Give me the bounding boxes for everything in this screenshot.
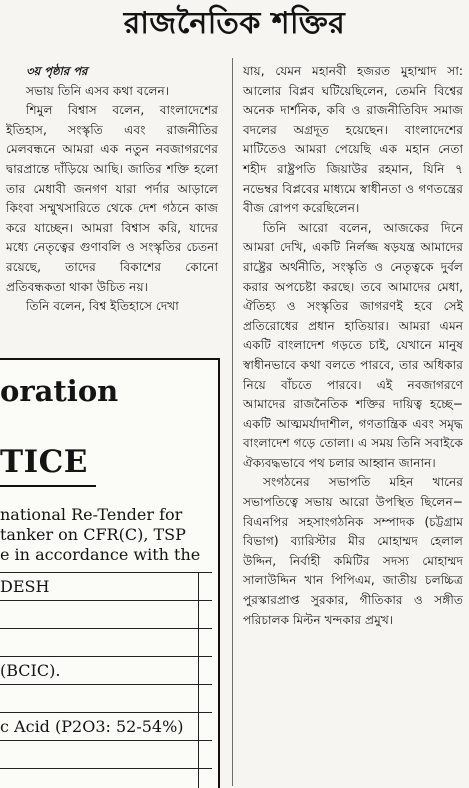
notice-body-line: tanker on CFR(C), TSP — [0, 525, 186, 544]
notice-table-row — [0, 601, 212, 629]
paragraph: সভায় তিনি এসব কথা বলেন। — [26, 83, 170, 98]
notice-table-column-line — [198, 572, 199, 788]
notice-table — [0, 572, 212, 788]
notice-table-row — [0, 685, 212, 713]
notice-table-row: c Acid (P2O3: 52-54%) — [0, 713, 212, 741]
notice-table-row — [0, 769, 212, 788]
notice-table-row — [0, 629, 212, 657]
continued-from-label: ৩য় পৃষ্ঠার পর — [26, 64, 88, 78]
paragraph: শিমুল বিশ্বাস বলেন, বাংলাদেশের ইতিহাস, সংস্কৃতি এবং রাজনীতির মেলবন্ধনে আমরা এক নতুন নবজাগরণের দ্বারপ্রান্তে দাঁড়িয়ে আছি। জাতির শক্তি হলো তার মেধাবী জনগণ যারা পর্দার আড়ালে কিংবা সম্মুখসারিতে থেকে দেশ গঠনে কাজ করে যাচ্ছেন। আমরা বিশ্বাস করি, যাদের মধ্যে নেতৃত্বের গুণাবলি ও সংস্কৃতির চেতনা রয়েছে, তাদের বিকাশের কোনো প্রতিবন্ধকতা থাকা উচিত নয়। — [6, 103, 218, 294]
notice-title: TICE — [0, 444, 88, 480]
notice-table-row: DESH — [0, 573, 212, 601]
notice-table-row: (BCIC). — [0, 657, 212, 685]
paragraph: সংগঠনের সভাপতি মহিন খানের সভাপতিত্বে সভায় আরো উপস্থিত ছিলেন− বিএনপির সহসাংগঠনিক সম্পাদক (চট্টগ্রাম বিভাগ) ব্যারিস্টার মীর মোহাম্মদ হেলাল উদ্দিন, নির্বাহী কমিটির সদস্য মোহাম্মদ সালাউদ্দিন খান পিপিএম, জাতীয় চলচ্চিত্র পুরস্কারপ্রাপ্ত সুরকার, গীতিকার ও সঙ্গীত পরিচালক মিল্টন খন্দকার প্রমুখ। — [243, 475, 463, 627]
article-right-column — [243, 62, 463, 630]
paragraph: তিনি বলেন, বিশ্ব ইতিহাসে দেখা — [26, 299, 179, 314]
notice-body-line: e in accordance with the — [0, 545, 201, 564]
article-left-column — [6, 62, 218, 317]
paragraph: যায়, যেমন মহানবী হজরত মুহাম্মাদ সা: আলোর বিপ্লব ঘটিয়েছিলেন, তেমনি বিশ্বের অনেক দার্শনিক, কবি ও রাজনীতিবিদ সমাজ বদলের অগ্রদূত হয়েছেন। বাংলাদেশের মাটিতেও আমরা পেয়েছি এক মহান নেতা শহীদ রাষ্ট্রপতি জিয়াউর রহমান, যিনি ৭ নভেম্বর বিপ্লবের মাধ্যমে স্বাধীনতা ও গণতন্ত্রের বীজ রোপণ করেছিলেন। — [243, 64, 463, 216]
notice-title-underline — [0, 485, 96, 487]
notice-corporation-name: oration — [0, 374, 119, 408]
tender-notice-advertisement — [0, 358, 220, 788]
headline: রাজনৈতিক শক্তির — [123, 6, 346, 41]
notice-body-line: national Re-Tender for — [0, 505, 183, 524]
column-divider — [232, 58, 233, 786]
paragraph: তিনি আরো বলেন, আজকের দিনে আমরা দেখি, একটি নির্লজ্জ ষড়যন্ত্র আমাদের রাষ্ট্রের অর্থনীতি, সংস্কৃতি ও নেতৃত্বকে দুর্বল করার অপচেষ্টা করছে। তবে আমাদের মেধা, ঐতিহ্য ও সংস্কৃতির জাগরণই হবে সেই প্রতিরোধের প্রধান হাতিয়ার। আমরা এমন একটি বাংলাদেশ গড়তে চাই, যেখানে মানুষ স্বাধীনভাবে কথা বলতে পারবে, তার অধিকার নিয়ে বাঁচতে পারবে। এই নবজাগরণে আমাদের রাজনৈতিক শক্তির দায়িত্ব হচ্ছে− একটি আত্মমর্যাদাশীল, গণতান্ত্রিক এবং সমৃদ্ধ বাংলাদেশ গড়ে তোলা। এ সময় তিনি সবাইকে ঐক্যবদ্ধভাবে পথ চলার আহ্বান জানান। — [243, 220, 463, 470]
notice-table-row — [0, 741, 212, 769]
